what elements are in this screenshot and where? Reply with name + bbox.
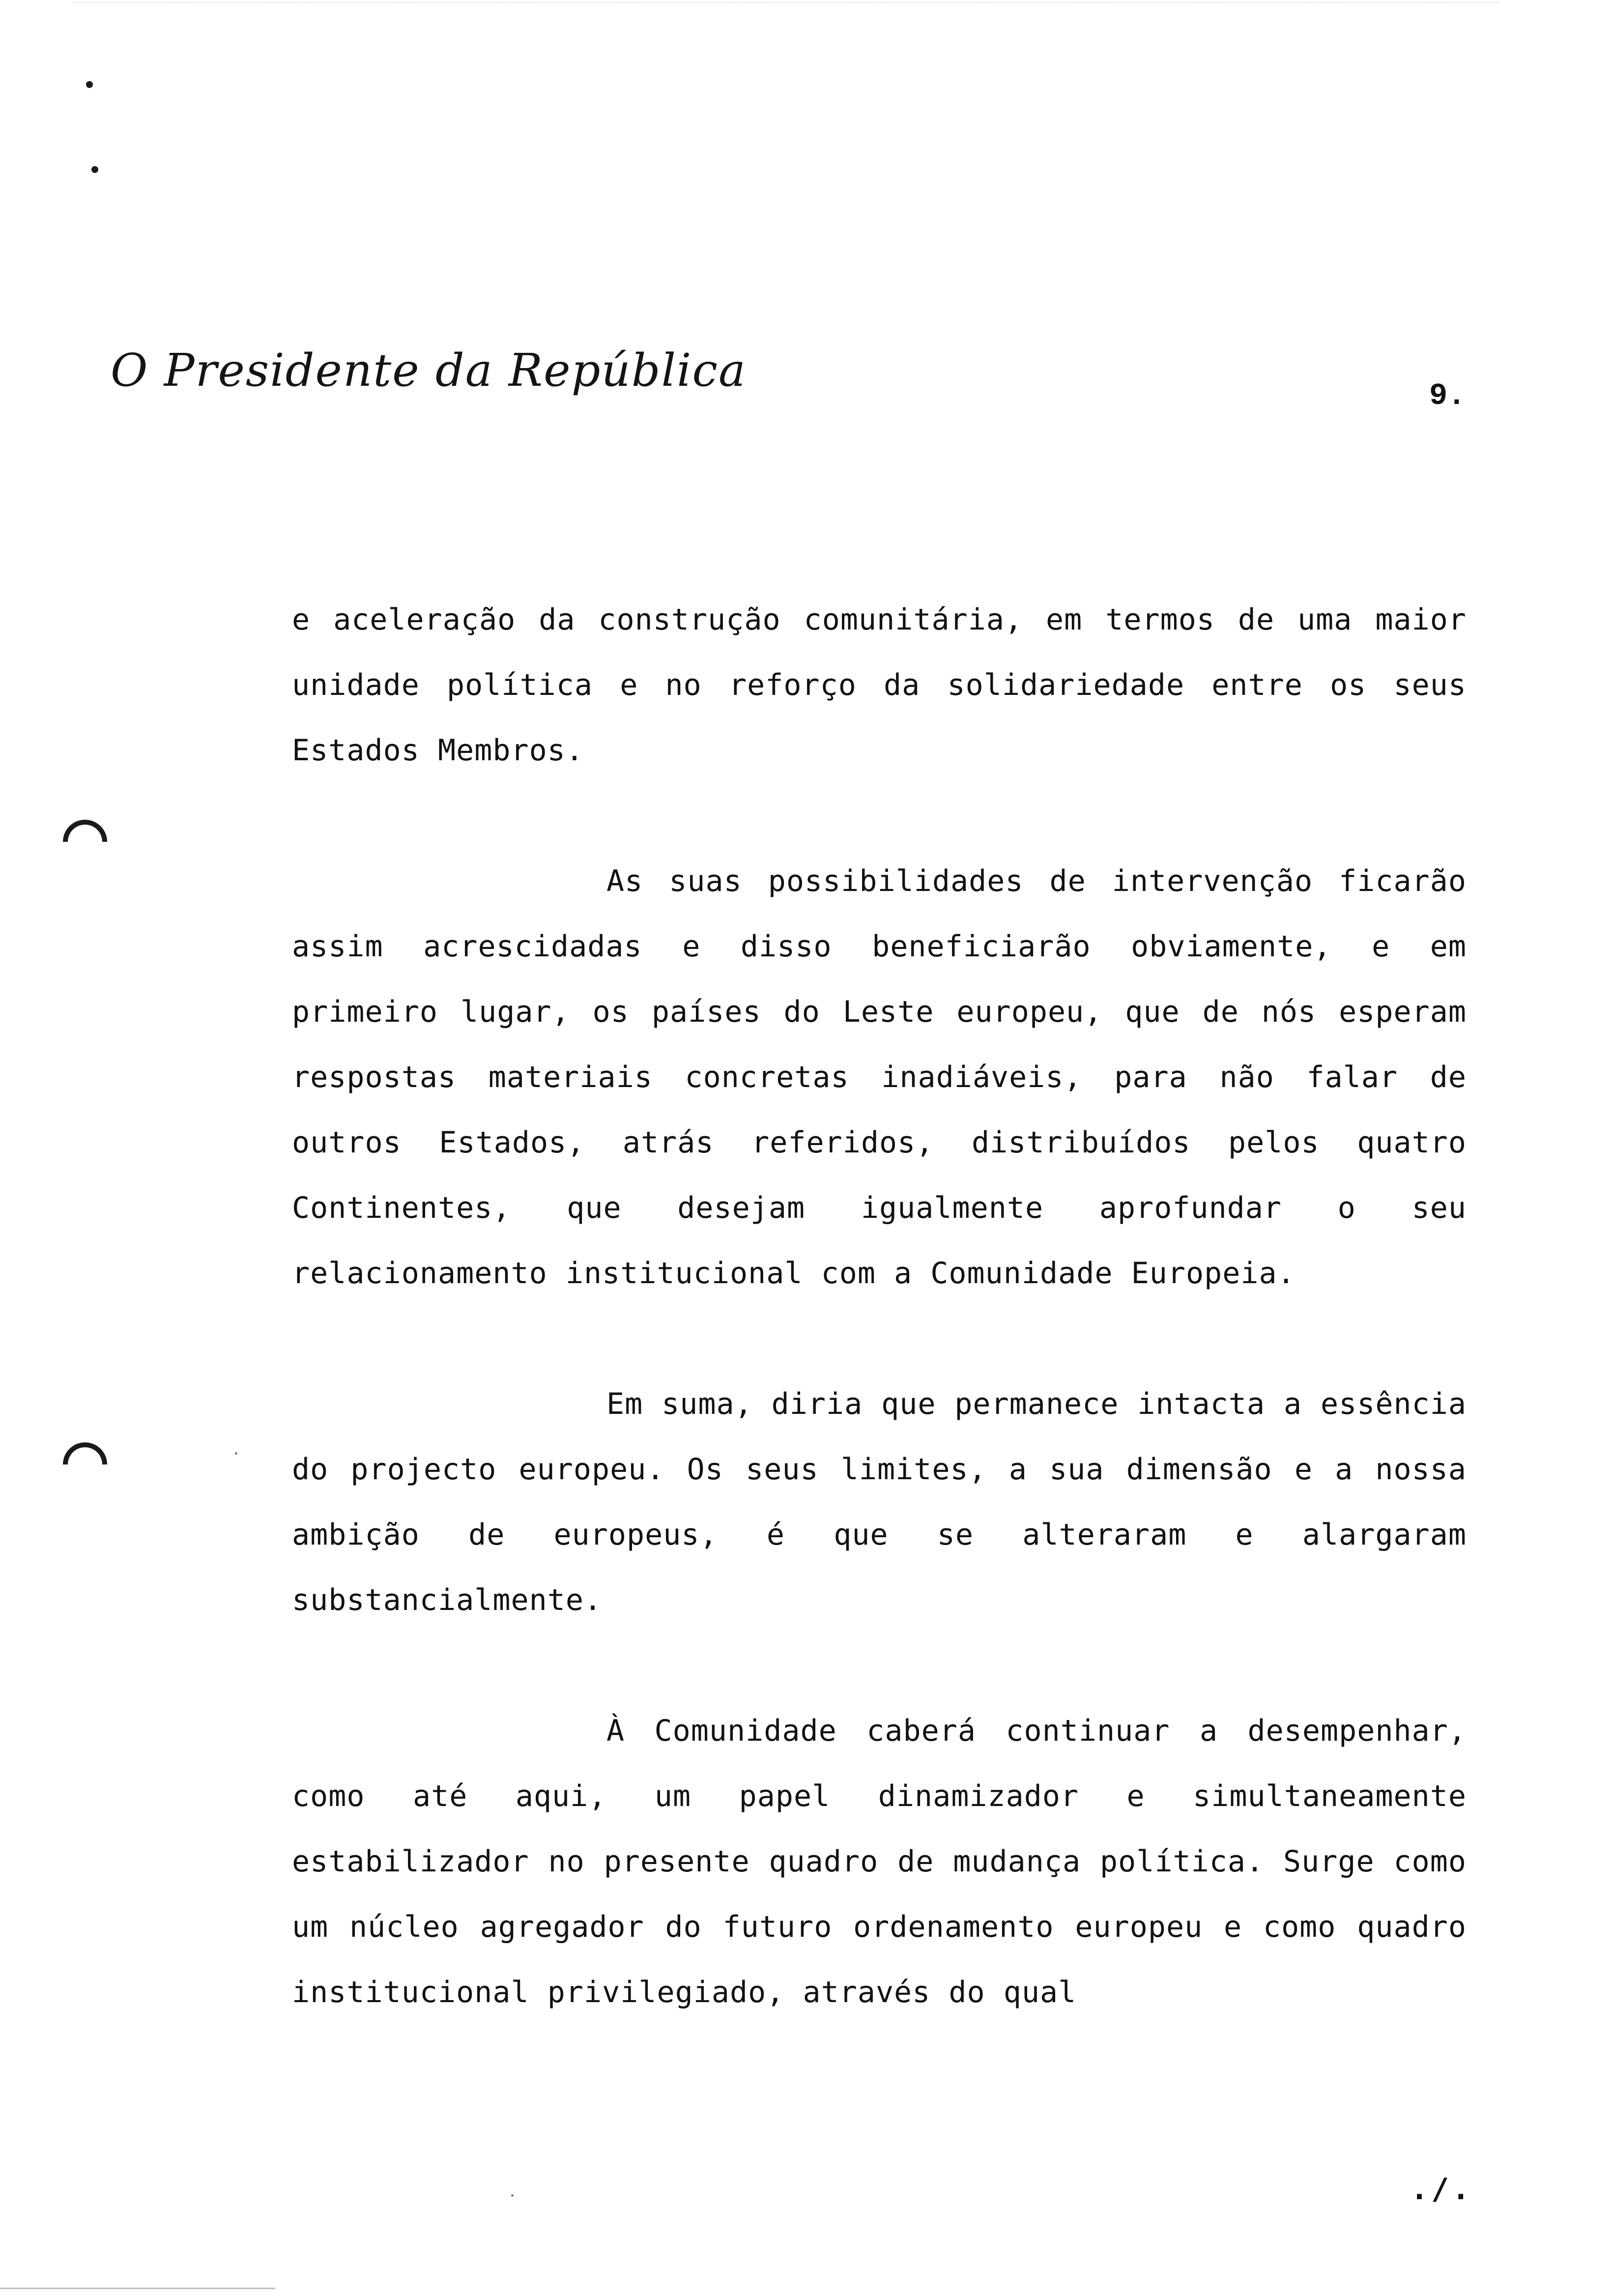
paragraph: e aceleração da construção comunitária, em termos de uma maior unidade política e no reforço da solidariedade entre os seus Estados Membros. [292, 603, 1467, 768]
page-number: 9. [1429, 378, 1466, 413]
paragraph: À Comunidade caberá continuar a desempenhar, como até aqui, um papel dinamizador e simultaneamente estabilizador no presente quadro de mudança política. Surge como um núcleo agregador do futuro ordenamento europeu e como quadro institucional privilegiado, através do qual [292, 1714, 1467, 2009]
scan-dot [86, 81, 93, 88]
paragraph: As suas possibilidades de intervenção ficarão assim acrescidadas e disso beneficiarão obviamente, e em primeiro lugar, os países do Leste europeu, que de nós esperam respostas materiais concretas inadiáveis, para não falar de outros Estados, atrás referidos, distribuídos pelos quatro Continentes, que desejam igualmente aprofundar o seu relacionamento institucional com a Comunidade Europeia. [292, 864, 1467, 1291]
scan-speck [235, 1452, 237, 1455]
scan-top-edge [74, 2, 1499, 6]
scan-dot [91, 166, 98, 173]
punch-hole-mark [63, 820, 107, 842]
body-text [292, 587, 1467, 2025]
scan-bottom-edge [0, 2288, 275, 2289]
punch-hole-mark [63, 1442, 107, 1464]
scan-speck [511, 2194, 514, 2197]
letterhead-title: O Presidente da República [111, 344, 747, 397]
continuation-mark: ./. [1410, 2172, 1473, 2207]
paragraph: Em suma, diria que permanece intacta a essência do projecto europeu. Os seus limites, a sua dimensão e a nossa ambição de europeus, é que se alteraram e alargaram substancialmente. [292, 1387, 1467, 1617]
